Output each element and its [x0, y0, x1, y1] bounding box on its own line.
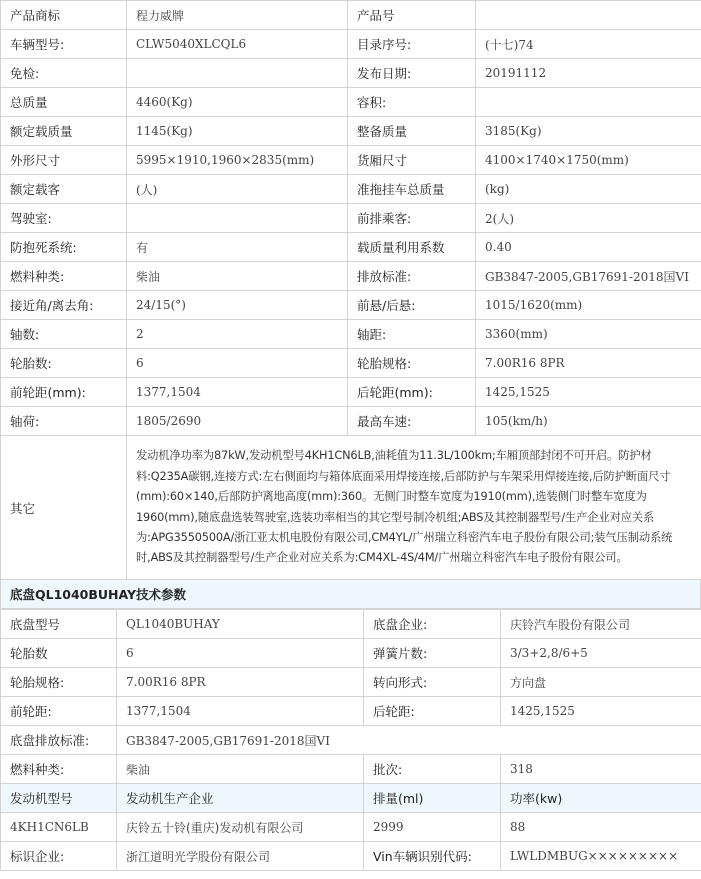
- field-label: 总质量: [1, 88, 127, 117]
- field-value: [476, 88, 701, 117]
- spec-row: [1, 1, 701, 30]
- field-value: 4460(Kg): [127, 88, 348, 117]
- spec-row: [1, 320, 701, 349]
- field-label: 轴数:: [1, 320, 127, 349]
- spec-row: [1, 407, 701, 436]
- field-value: 有: [127, 233, 348, 262]
- field-label: 底盘企业:: [364, 610, 501, 639]
- field-label: 轮胎数: [1, 639, 117, 668]
- field-label: 标识企业:: [1, 842, 117, 871]
- spec-row: [1, 146, 701, 175]
- field-value: 1425,1525: [501, 697, 701, 726]
- field-label: 防抱死系统:: [1, 233, 127, 262]
- field-label: 弹簧片数:: [364, 639, 501, 668]
- spec-row: [1, 291, 701, 320]
- field-label: 轮胎数:: [1, 349, 127, 378]
- field-value: 4KH1CN6LB: [1, 813, 117, 842]
- spec-row: [1, 117, 701, 146]
- field-label: 额定载客: [1, 175, 127, 204]
- field-value: 20191112: [476, 59, 701, 88]
- field-label: 发动机型号: [1, 784, 117, 813]
- spec-row: [1, 59, 701, 88]
- field-value: 318: [501, 755, 701, 784]
- field-value: 1145(Kg): [127, 117, 348, 146]
- field-value: 1805/2690: [127, 407, 348, 436]
- field-label: 前轮距:: [1, 697, 117, 726]
- field-value: 105(km/h): [476, 407, 701, 436]
- field-value: 柴油: [127, 262, 348, 291]
- vehicle-spec-body: [1, 1, 701, 436]
- field-value: LWLDMBUG×××××××××: [501, 842, 701, 871]
- field-label: 车辆型号:: [1, 30, 127, 59]
- field-value: GB3847-2005,GB17691-2018国VI: [476, 262, 701, 291]
- chassis-section-title: 底盘QL1040BUHAY技术参数: [0, 580, 701, 609]
- field-label: 整备质量: [348, 117, 476, 146]
- chassis-spec-body: [1, 610, 701, 726]
- field-label: 燃料种类:: [1, 262, 127, 291]
- field-value: 0.40: [476, 233, 701, 262]
- field-label: 外形尺寸: [1, 146, 127, 175]
- field-label: 产品商标: [1, 1, 127, 30]
- field-label: 驾驶室:: [1, 204, 127, 233]
- spec-row: [1, 378, 701, 407]
- field-value: 24/15(°): [127, 291, 348, 320]
- field-label: 免检:: [1, 59, 127, 88]
- field-label: 额定载质量: [1, 117, 127, 146]
- chassis-engine-body: [1, 755, 701, 871]
- engine-data-row: [1, 813, 701, 842]
- field-label: 燃料种类:: [1, 755, 117, 784]
- chassis-emission-label: 底盘排放标准:: [1, 726, 117, 755]
- field-label: 后轮距(mm):: [348, 378, 476, 407]
- field-label: 轮胎规格:: [348, 349, 476, 378]
- field-value: [127, 59, 348, 88]
- field-label: 发布日期:: [348, 59, 476, 88]
- field-label: 准拖挂车总质量: [348, 175, 476, 204]
- field-value: (十七)74: [476, 30, 701, 59]
- field-label: 产品号: [348, 1, 476, 30]
- field-label: 轴距:: [348, 320, 476, 349]
- field-value: 4100×1740×1750(mm): [476, 146, 701, 175]
- chassis-row: [1, 697, 701, 726]
- field-value: 5995×1910,1960×2835(mm): [127, 146, 348, 175]
- field-label: 排量(ml): [364, 784, 501, 813]
- field-value: 柴油: [117, 755, 364, 784]
- field-label: Vin车辆识别代码:: [364, 842, 501, 871]
- field-label: 前排乘客:: [348, 204, 476, 233]
- chassis-row: [1, 668, 701, 697]
- field-value: (kg): [476, 175, 701, 204]
- field-value: (人): [127, 175, 348, 204]
- spec-row: [1, 30, 701, 59]
- field-label: 功率(kw): [501, 784, 701, 813]
- field-value: 浙江道明光学股份有限公司: [117, 842, 364, 871]
- field-value: 程力威牌: [127, 1, 348, 30]
- field-value: 庆铃五十铃(重庆)发动机有限公司: [117, 813, 364, 842]
- chassis-id-row: [1, 842, 701, 871]
- chassis-emission-row: [1, 726, 701, 755]
- other-row: [1, 436, 701, 580]
- spec-row: [1, 349, 701, 378]
- field-label: 批次:: [364, 755, 501, 784]
- field-value: 2: [127, 320, 348, 349]
- chassis-row: [1, 610, 701, 639]
- field-label: 发动机生产企业: [117, 784, 364, 813]
- other-text: 发动机净功率为87kW,发动机型号4KH1CN6LB,油耗值为11.3L/100km;车厢顶部封闭不可开启。防护材料:Q235A碳钢,连接方式:左右侧面均与箱体底面采用焊接连接,后部防护与车架采用焊接连接,后防护断面尺寸(mm):60×140,后部防护离地高度(mm):360。无侧门时整车宽度为1910(mm),选装侧门时整车宽度为1960(mm),随底盘选装驾驶室,选装功率相当的其它型号制冷机组;ABS及其控制器型号/生产企业对应关系为:APG3550500A/浙江亚太机电股份有限公司,CM4YL/广州瑞立科密汽车电子股份有限公司;装气压制动系统时,ABS及其控制器型号/生产企业对应关系为:CM4XL-4S/4M/广州瑞立科密汽车电子股份有限公司。: [127, 436, 701, 580]
- field-value: 3/3+2,8/6+5: [501, 639, 701, 668]
- field-value: CLW5040XLCQL6: [127, 30, 348, 59]
- field-label: 目录序号:: [348, 30, 476, 59]
- field-value: 3360(mm): [476, 320, 701, 349]
- field-label: 底盘型号: [1, 610, 117, 639]
- field-label: 接近角/离去角:: [1, 291, 127, 320]
- field-value: 6: [117, 639, 364, 668]
- chassis-spec-table: [0, 609, 701, 871]
- field-value: 1015/1620(mm): [476, 291, 701, 320]
- spec-row: [1, 88, 701, 117]
- engine-header-row: [1, 784, 701, 813]
- field-label: 轴荷:: [1, 407, 127, 436]
- field-value: 2(人): [476, 204, 701, 233]
- field-value: 庆铃汽车股份有限公司: [501, 610, 701, 639]
- chassis-fuel-row: [1, 755, 701, 784]
- field-value: 6: [127, 349, 348, 378]
- field-label: 排放标准:: [348, 262, 476, 291]
- chassis-row: [1, 639, 701, 668]
- field-value: 7.00R16 8PR: [117, 668, 364, 697]
- field-value: [476, 1, 701, 30]
- field-label: 前轮距(mm):: [1, 378, 127, 407]
- field-value: 88: [501, 813, 701, 842]
- other-label: 其它: [1, 436, 127, 580]
- field-label: 后轮距:: [364, 697, 501, 726]
- chassis-emission-value: GB3847-2005,GB17691-2018国VI: [117, 726, 701, 755]
- field-value: 1377,1504: [127, 378, 348, 407]
- field-label: 最高车速:: [348, 407, 476, 436]
- field-value: QL1040BUHAY: [117, 610, 364, 639]
- field-value: 7.00R16 8PR: [476, 349, 701, 378]
- field-value: 3185(Kg): [476, 117, 701, 146]
- field-label: 轮胎规格:: [1, 668, 117, 697]
- field-value: 2999: [364, 813, 501, 842]
- spec-row: [1, 175, 701, 204]
- spec-row: [1, 233, 701, 262]
- field-label: 载质量利用系数: [348, 233, 476, 262]
- field-label: 容积:: [348, 88, 476, 117]
- spec-row: [1, 204, 701, 233]
- field-label: 货厢尺寸: [348, 146, 476, 175]
- field-label: 前悬/后悬:: [348, 291, 476, 320]
- field-value: [127, 204, 348, 233]
- field-label: 转向形式:: [364, 668, 501, 697]
- field-value: 1425,1525: [476, 378, 701, 407]
- field-value: 1377,1504: [117, 697, 364, 726]
- spec-row: [1, 262, 701, 291]
- field-value: 方向盘: [501, 668, 701, 697]
